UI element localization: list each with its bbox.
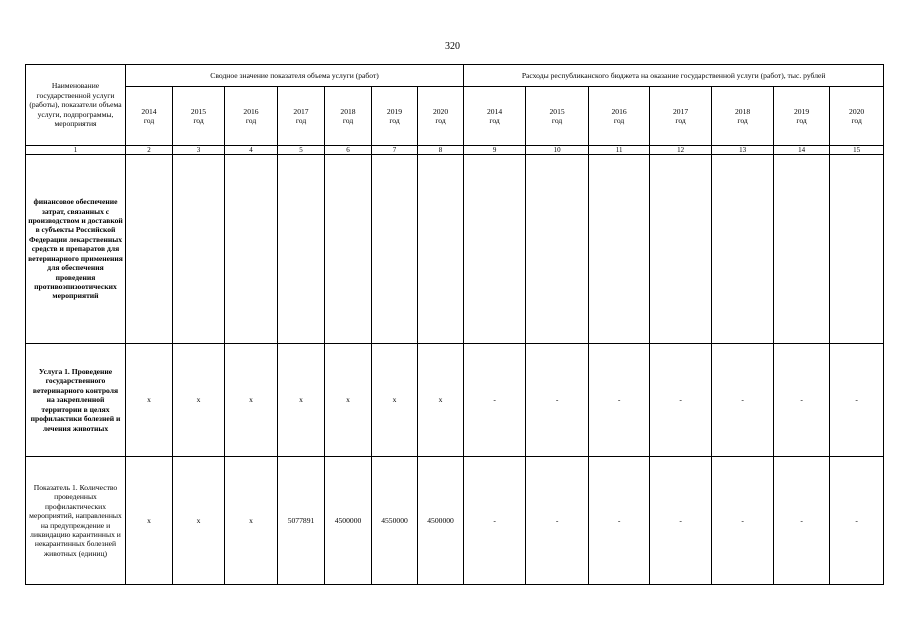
row-name: Услуга 1. Проведение государственного ветеринарного контроля на закрепленной территории в целях профилактики болезней и лечения животных: [26, 344, 126, 457]
table-cell: [278, 155, 325, 344]
table-cell: -: [830, 344, 884, 457]
table-cell: [126, 155, 173, 344]
table-cell: -: [650, 457, 712, 585]
table-cell: 4550000: [372, 457, 418, 585]
expense-year-header: 2014 год: [464, 87, 526, 146]
expense-group-header: Расходы республиканского бюджета на оказание государственной услуги (работ), тыс. рублей: [464, 65, 884, 87]
volume-year-header: 2017 год: [278, 87, 325, 146]
table-cell: [325, 155, 372, 344]
volume-year-header: 2020 год: [418, 87, 464, 146]
column-number: 6: [325, 146, 372, 155]
table-cell: 5077891: [278, 457, 325, 585]
table-cell: -: [526, 344, 589, 457]
column-number: 12: [650, 146, 712, 155]
table-cell: x: [325, 344, 372, 457]
column-number: 7: [372, 146, 418, 155]
table-cell: x: [126, 457, 173, 585]
expense-year-header: 2018 год: [712, 87, 774, 146]
column-number: 10: [526, 146, 589, 155]
column-number: 1: [26, 146, 126, 155]
row-name: Показатель 1. Количество проведенных профилактических мероприятий, направленных на предупреждение и ликвидацию карантинных и некарантинных болезней животных (единиц): [26, 457, 126, 585]
volume-year-header: 2018 год: [325, 87, 372, 146]
table-cell: 4500000: [325, 457, 372, 585]
table-cell: x: [225, 457, 278, 585]
table-cell: [464, 155, 526, 344]
table-cell: x: [173, 344, 225, 457]
table-cell: -: [774, 344, 830, 457]
volume-year-header: 2015 год: [173, 87, 225, 146]
table-cell: x: [225, 344, 278, 457]
volume-year-header: 2016 год: [225, 87, 278, 146]
expense-year-header: 2016 год: [589, 87, 650, 146]
column-number: 13: [712, 146, 774, 155]
row-name: финансовое обеспечение затрат, связанных с производством и доставкой в субъекты Российской Федерации лекарственных средств и препаратов для ветеринарного применения для обеспечения проведения противоэпизоотических мероприятий: [26, 155, 126, 344]
expense-year-header: 2019 год: [774, 87, 830, 146]
table-cell: -: [464, 344, 526, 457]
table-cell: [173, 155, 225, 344]
column-number: 3: [173, 146, 225, 155]
table-cell: [650, 155, 712, 344]
table-cell: x: [278, 344, 325, 457]
table-cell: x: [418, 344, 464, 457]
table-cell: -: [464, 457, 526, 585]
name-column-header: Наименование государственной услуги (работы), показатели объема услуги, подпрограммы, мероприятия: [26, 65, 126, 146]
column-number: 4: [225, 146, 278, 155]
table-cell: -: [712, 344, 774, 457]
table-cell: -: [774, 457, 830, 585]
volume-year-header: 2019 год: [372, 87, 418, 146]
table-cell: 4500000: [418, 457, 464, 585]
table-cell: [830, 155, 884, 344]
table-cell: [225, 155, 278, 344]
table-cell: [526, 155, 589, 344]
table-cell: x: [126, 344, 173, 457]
table-cell: -: [589, 457, 650, 585]
expense-year-header: 2017 год: [650, 87, 712, 146]
budget-table: [25, 64, 884, 585]
expense-year-header: 2020 год: [830, 87, 884, 146]
expense-year-header: 2015 год: [526, 87, 589, 146]
table-cell: -: [830, 457, 884, 585]
table-row: [26, 344, 884, 457]
table-cell: [589, 155, 650, 344]
table-cell: -: [650, 344, 712, 457]
table-row: [26, 457, 884, 585]
column-number: 14: [774, 146, 830, 155]
table-cell: -: [526, 457, 589, 585]
column-number: 2: [126, 146, 173, 155]
table-cell: [418, 155, 464, 344]
column-number: 5: [278, 146, 325, 155]
table-cell: x: [173, 457, 225, 585]
table-row: [26, 155, 884, 344]
volume-year-header: 2014 год: [126, 87, 173, 146]
table-cell: [774, 155, 830, 344]
table-cell: [712, 155, 774, 344]
column-number: 9: [464, 146, 526, 155]
table-cell: -: [712, 457, 774, 585]
page-number: 320: [445, 41, 460, 52]
volume-group-header: Сводное значение показателя объема услуги (работ): [126, 65, 464, 87]
column-number: 8: [418, 146, 464, 155]
column-number: 11: [589, 146, 650, 155]
table-cell: [372, 155, 418, 344]
column-number: 15: [830, 146, 884, 155]
table-cell: x: [372, 344, 418, 457]
table-cell: -: [589, 344, 650, 457]
